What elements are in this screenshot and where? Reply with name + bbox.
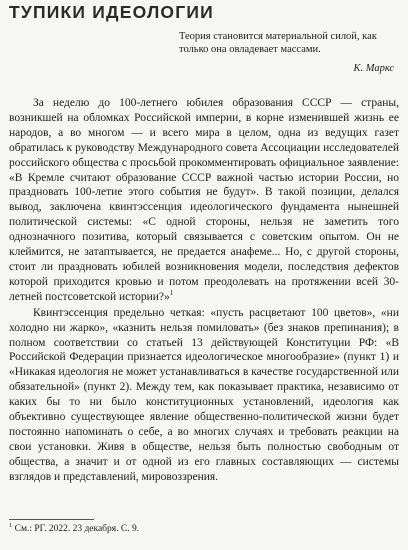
footnote-reference: 1 bbox=[169, 288, 174, 297]
epigraph-quote: Теория становится материальной силой, как только она овладевает массами. bbox=[179, 31, 377, 55]
epigraph bbox=[179, 30, 394, 75]
paragraph-1-text: За неделю до 100-летнего юбилея образования СССР — страны, возникшей на обломках Российской империи, в корне изменившей жизнь ее народов, а во многом — и всего мира в целом, одна из ведущих газет обратилась к руководству Международного совета Ассоциации исследователей российского общества с просьбой прокомментировать официальное заявление: «В Кремле считают образование СССР важной частью истории России, но праздновать 100-летие этого события не будут». В такой позиции, делался вывод, заключена квинтэссенция идеологического фундамента нынешней политической системы: «С одной стороны, нельзя не заметить того однозначного позитива, который связывается с советским опытом. Он не клеймится, не затаптывается, не предается анафеме... Но, с другой стороны, стоит ли праздновать юбилей возникновения модели, последствия дефектов которой приходится кровью и потом преодолевать на протяжении всей 30-летней постсоветской истории?» bbox=[9, 97, 399, 303]
footnote-marker: 1 bbox=[9, 521, 13, 529]
chapter-title: ТУПИКИ ИДЕОЛОГИИ bbox=[9, 2, 214, 22]
paragraph-1 bbox=[9, 96, 399, 305]
paragraph-2-text: Квинтэссенция предельно четкая: «пусть расцветают 100 цветов», «ни холодно ни жарко», «казнить нельзя помиловать» (без знаков препинания); в полном соответствии со статьей 13 действующей Конституции РФ: «В Российской Федерации признается идеологическое многообразие» (пункт 1) и «Никакая идеология не может устанавливаться в качестве государственной или обязательной» (пункт 2). Между тем, как показывает практика, независимо от каких бы то ни было конституционных установлений, идеология как объективно существующее явление общественно-политической жизни будет постоянно напоминать о себе, а во многих случаях и требовать реакции на свои установки. Живя в обществе, нельзя быть полностью свободным от общества, а значит и от одной из его главных составляющих — системы взглядов и представлений, мировоззрения. bbox=[9, 306, 399, 483]
footnote bbox=[9, 523, 139, 535]
epigraph-author: К. Маркс bbox=[353, 63, 394, 74]
body-text bbox=[9, 96, 399, 485]
paragraph-2 bbox=[9, 306, 399, 485]
footnote-divider bbox=[9, 519, 94, 520]
footnote-text: См.: РГ. 2022. 23 декабря. С. 9. bbox=[14, 524, 140, 534]
